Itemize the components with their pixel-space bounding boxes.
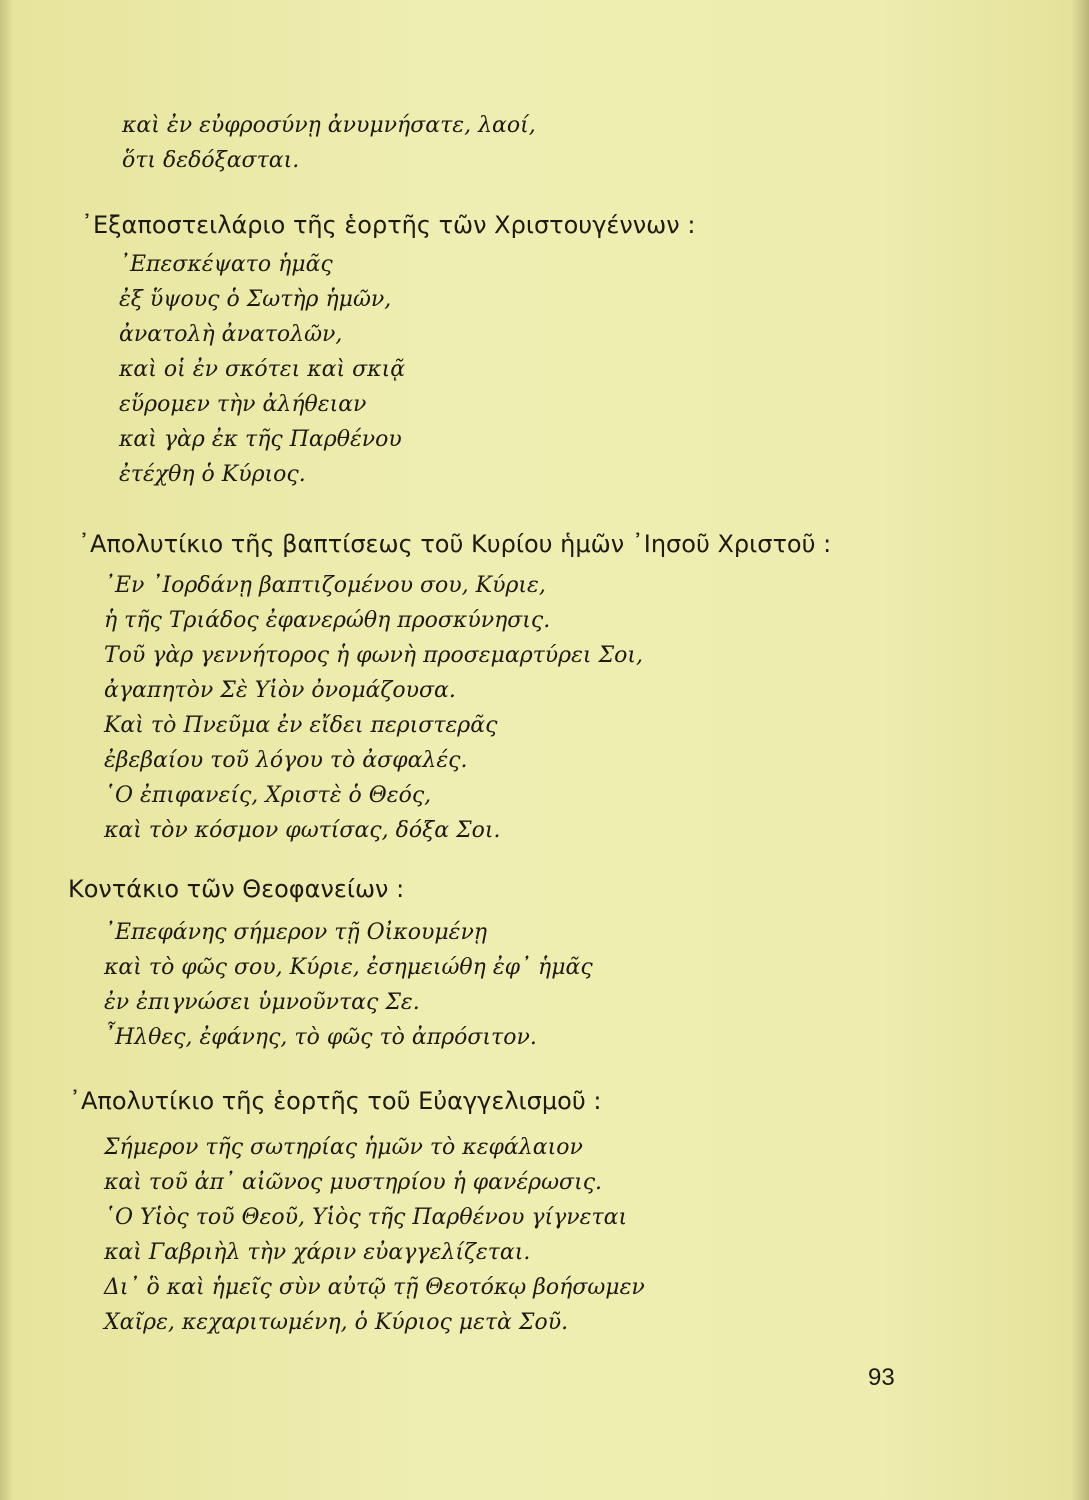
verse-line: ἐβεβαίου τοῦ λόγου τὸ ἀσφαλές. — [104, 748, 468, 773]
hymn-christmas — [119, 247, 405, 492]
verse-line: ἐξ ὕψους ὁ Σωτὴρ ἡμῶν, — [119, 287, 392, 312]
verse-line: ἀγαπητὸν Σὲ Υἱὸν ὀνομάζουσα. — [104, 678, 456, 703]
verse-line: Δι᾿ ὃ καὶ ἡμεῖς σὺν αὐτῷ τῇ Θεοτόκῳ βοήσωμεν — [104, 1275, 645, 1300]
verse-line: ῏Ηλθες, ἐφάνης, τὸ φῶς τὸ ἀπρόσιτον. — [104, 1025, 537, 1050]
verse-line: Καὶ τὸ Πνεῦμα ἐν εἴδει περιστερᾶς — [104, 713, 498, 738]
verse-line: καὶ ἐν εὐφροσύνῃ ἀνυμνήσατε, λαοί, — [122, 113, 536, 138]
verse-line: καὶ τοῦ ἀπ᾿ αἰῶνος μυστηρίου ἡ φανέρωσις. — [104, 1170, 603, 1195]
section-heading-annunciation: ᾿Απολυτίκιο τῆς ἑορτῆς τοῦ Εὐαγγελισμοῦ : — [69, 1087, 602, 1115]
verse-line: ᾿Εν ᾿Ιορδάνῃ βαπτιζομένου σου, Κύριε, — [104, 573, 546, 598]
verse-line: καὶ οἱ ἐν σκότει καὶ σκιᾷ — [119, 357, 406, 382]
verse-line: καὶ τὸ φῶς σου, Κύριε, ἐσημειώθη ἐφ᾿ ἡμᾶς — [104, 955, 593, 980]
section-heading-baptism: ᾿Απολυτίκιο τῆς βαπτίσεως τοῦ Κυρίου ἡμῶν ᾿Ιησοῦ Χριστοῦ : — [78, 530, 832, 558]
verse-line: ἐτέχθη ὁ Κύριος. — [119, 462, 306, 487]
hymn-annunciation — [104, 1130, 645, 1340]
verse-line: καὶ Γαβριὴλ τὴν χάριν εὐαγγελίζεται. — [104, 1240, 531, 1265]
verse-line: ὅτι δεδόξασται. — [122, 148, 300, 173]
verse-line: ἐν ἐπιγνώσει ὑμνοῦντας Σε. — [104, 990, 420, 1015]
verse-line: ᾿Επεσκέψατο ἡμᾶς — [119, 252, 333, 277]
verse-line: ἀνατολὴ ἀνατολῶν, — [119, 322, 343, 347]
verse-line: Χαῖρε, κεχαριτωμένη, ὁ Κύριος μετὰ Σοῦ. — [104, 1310, 569, 1335]
verse-line: καὶ τὸν κόσμον φωτίσας, δόξα Σοι. — [104, 818, 501, 843]
section-heading-christmas: ᾿Εξαποστειλάριο τῆς ἑορτῆς τῶν Χριστουγέννων : — [81, 211, 696, 239]
verse-line: ᾿Επεφάνης σήμερον τῇ Οἰκουμένῃ — [104, 920, 488, 945]
page-shadow-left — [0, 0, 14, 1500]
verse-line: ἡ τῆς Τριάδος ἐφανερώθη προσκύνησις. — [104, 608, 551, 633]
verse-line: ῾Ο ἐπιφανείς, Χριστὲ ὁ Θεός, — [104, 783, 432, 808]
intro-verse — [122, 108, 536, 178]
verse-line: εὕρομεν τὴν ἀλήθειαν — [119, 392, 367, 417]
verse-line: Τοῦ γὰρ γεννήτορος ἡ φωνὴ προσεμαρτύρει Σοι, — [104, 643, 643, 668]
hymn-theophany — [104, 915, 593, 1055]
page-shadow-right — [1071, 0, 1089, 1500]
page-number: 93 — [868, 1364, 895, 1391]
verse-line: Σήμερον τῆς σωτηρίας ἡμῶν τὸ κεφάλαιον — [104, 1135, 583, 1160]
verse-line: ῾Ο Υἱὸς τοῦ Θεοῦ, Υἱὸς τῆς Παρθένου γίγνεται — [104, 1205, 628, 1230]
hymn-baptism — [104, 568, 643, 848]
section-heading-theophany: Κοντάκιο τῶν Θεοφανείων : — [68, 875, 405, 903]
verse-line: καὶ γὰρ ἐκ τῆς Παρθένου — [119, 427, 402, 452]
